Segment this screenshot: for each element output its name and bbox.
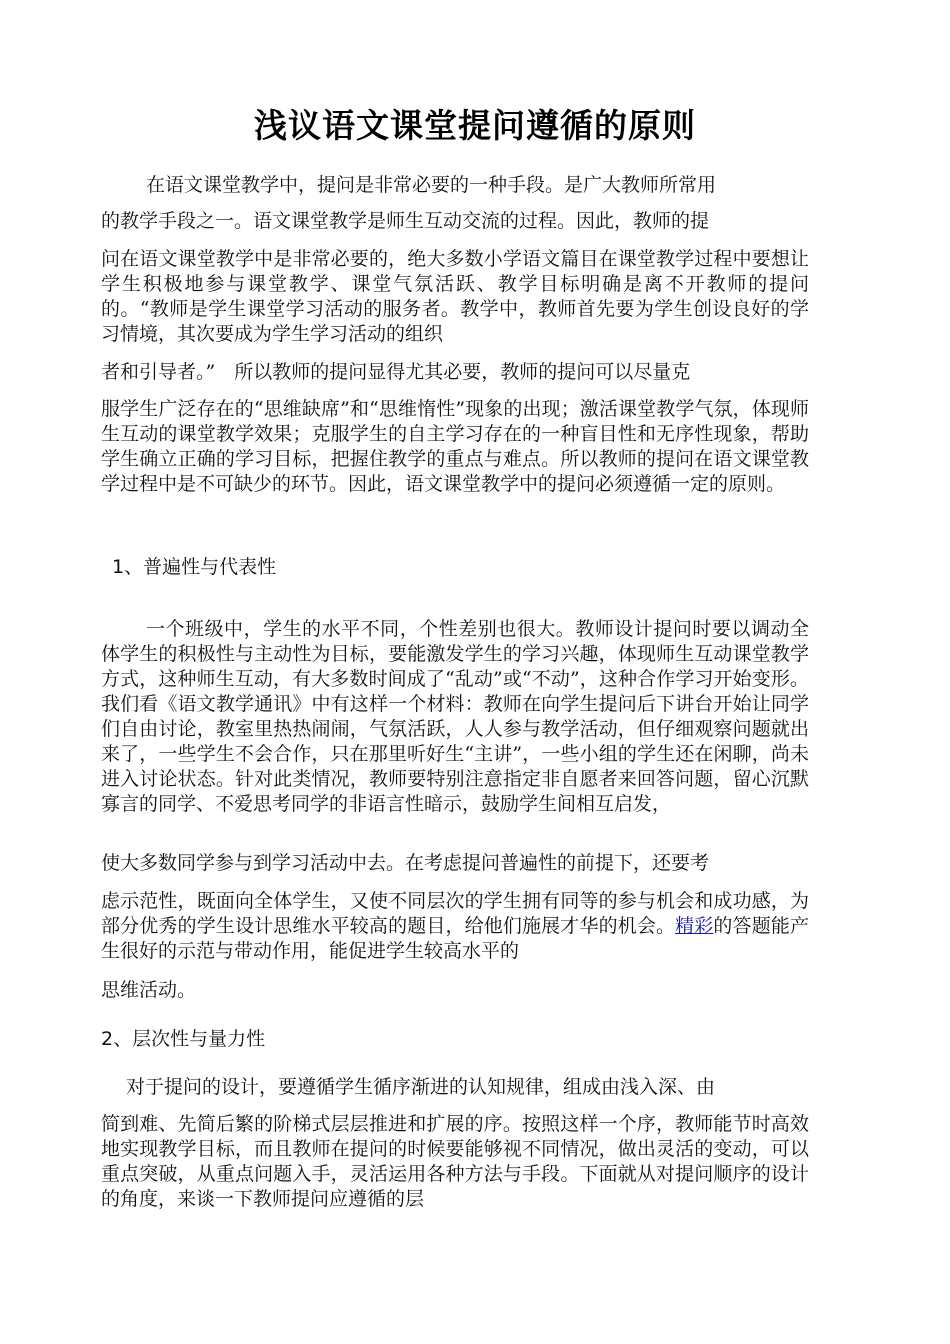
section-1-paragraph-block-2 <box>101 889 809 964</box>
intro-line-1: 在语文课堂教学中，提问是非常必要的一种手段。是广大教师所常用 <box>146 174 717 196</box>
section-1-heading: 1、普遍性与代表性 <box>112 556 277 578</box>
section-1-paragraph-block-1: 一个班级中，学生的水平不同，个性差别也很大。教师设计提问时要以调动全体学生的积极性与主动性为目标，要能激发学生的学习兴趣，体现师生互动课堂教学方式，这种师生互动，有大多数时间成了“乱动”或“不动”，这种合作学习开始变形。我们看《语文教学通讯》中有这样一个材料：教师在向学生提问后下讲台开始让同学们自由讨论，教室里热热闹闹，气氛活跃，人人参与教学活动，但仔细观察问题就出来了，一些学生不会合作，只在那里听好生“主讲”，一些小组的学生还在闲聊，尚未进入讨论状态。针对此类情况，教师要特别注意指定非自愿者来回答问题，留心沉默寡言的同学、不爱思考同学的非语言性暗示，鼓励学生间相互启发， <box>101 618 809 815</box>
section-1-line-3: 思维活动。 <box>101 979 197 1001</box>
document-title: 浅议语文课堂提问遵循的原则 <box>254 106 696 145</box>
section-1-text-after-link: 的答题能产生很好的示范与带动作用，能促进学生较高水平的 <box>101 915 809 962</box>
section-2-paragraph-block-1: 简到难、先简后繁的阶梯式层层推进和扩展的序。按照这样一个序，教师能节时高效地实现教学目标，而且教师在提问的时候要能够视不同情况，做出灵活的变动，可以重点突破，从重点问题入手，灵活运用各种方法与手段。下面就从对提问顺序的设计的角度，来谈一下教师提问应遵循的层 <box>101 1113 809 1210</box>
intro-paragraph-block-2: 服学生广泛存在的“思维缺席”和“思维惰性”现象的出现；激活课堂教学气氛，体现师生互动的课堂教学效果；克服学生的自主学习存在的一种盲目性和无序性现象，帮助学生确立正确的学习目标，把握住教学的重点与难点。所以教师的提问在语文课堂教学过程中是不可缺少的环节。因此，语文课堂教学中的提问必须遵循一定的原则。 <box>101 398 809 495</box>
intro-line-2: 的教学手段之一。语文课堂教学是师生互动交流的过程。因此，教师的提 <box>101 210 710 232</box>
section-2-line-1: 对于提问的设计，要遵循学生循序渐进的认知规律，组成由浅入深、由 <box>126 1076 716 1098</box>
intro-line-3: 者和引导者。” 所以教师的提问显得尤其必要，教师的提问可以尽量克 <box>101 361 691 383</box>
intro-paragraph-block-1: 问在语文课堂教学中是非常必要的，绝大多数小学语文篇目在课堂教学过程中要想让学生积极地参与课堂教学、课堂气氛活跃、教学目标明确是离不开教师的提问的。“教师是学生课堂学习活动的服务者。教学中，教师首先要为学生创设良好的学习情境，其次要成为学生学习活动的组织 <box>101 248 809 345</box>
section-1-line-2: 使大多数同学参与到学习活动中去。在考虑提问普遍性的前提下，还要考 <box>101 852 710 874</box>
section-2-heading: 2、层次性与量力性 <box>101 1028 266 1050</box>
section-1-text-before-link: 虑示范性，既面向全体学生，又使不同层次的学生拥有同等的参与机会和成功感，为部分优秀的学生设计思维水平较高的题目，给他们施展才华的机会。 <box>101 890 809 937</box>
jingcai-link[interactable]: 精彩 <box>675 915 714 937</box>
